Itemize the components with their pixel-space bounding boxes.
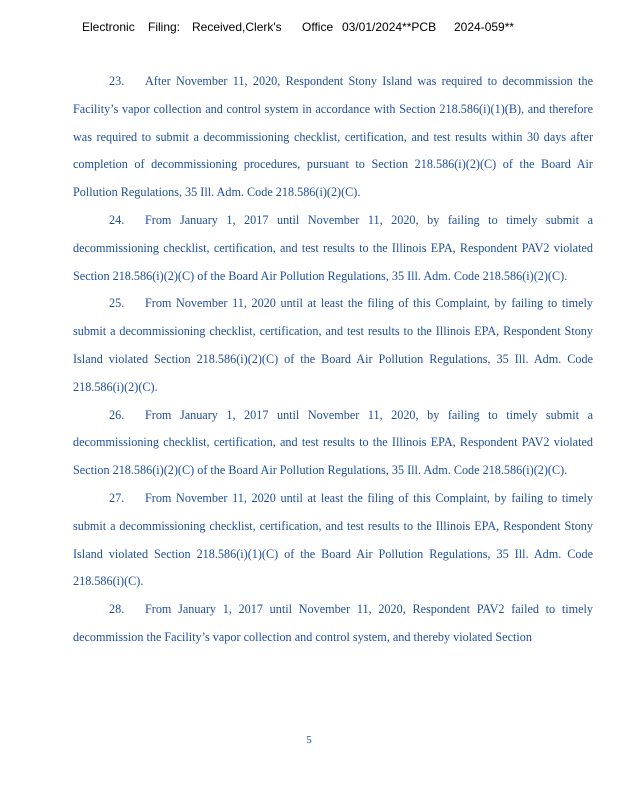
header-received: Received,Clerk's xyxy=(192,20,282,34)
paragraph-text: From January 1, 2017 until November 11, 2020, by failing to timely submit a decommissioning checklist, certification, and test results to the Illinois EPA, Respondent PAV2 violated Section 218.586(i)(2)(C) of the Board Air Pollution Regulations, 35 Ill. Adm. Code 218.586(i)(2)(C). xyxy=(73,407,593,478)
header-electronic: Electronic xyxy=(82,20,135,34)
paragraph-text: From November 11, 2020 until at least the filing of this Complaint, by failing to timely submit a decommissioning checklist, certification, and test results to the Illinois EPA, Respondent Stony Island violated Section 218.586(i)(2)(C) of the Board Air Pollution Regulations, 35 Ill. Adm. Code 218.586(i)(2)(C). xyxy=(73,296,593,394)
paragraph-25 xyxy=(73,290,593,401)
paragraph-24 xyxy=(73,207,593,290)
filing-stamp-header xyxy=(82,20,514,34)
paragraph-23 xyxy=(73,68,593,207)
header-office: Office xyxy=(302,20,334,34)
paragraph-text: From November 11, 2020 until at least the filing of this Complaint, by failing to timely submit a decommissioning checklist, certification, and test results to the Illinois EPA, Respondent Stony Island violated Section 218.586(i)(1)(C) of the Board Air Pollution Regulations, 35 Ill. Adm. Code 218.586(i)(C). xyxy=(73,490,593,589)
paragraph-text: After November 11, 2020, Respondent Stony Island was required to decommission the Facility’s vapor collection and control system in accordance with Section 218.586(i)(1)(B), and therefore was required to submit a decommissioning checklist, certification, and test results within 30 days after completion of decommissioning procedures, pursuant to Section 218.586(i)(2)(C) of the Board Air Pollution Regulations, 35 Ill. Adm. Code 218.586(i)(2)(C). xyxy=(73,74,593,200)
paragraph-text: From January 1, 2017 until November 11, 2020, by failing to timely submit a decommissioning checklist, certification, and test results to the Illinois EPA, Respondent PAV2 violated Section 218.586(i)(2)(C) of the Board Air Pollution Regulations, 35 Ill. Adm. Code 218.586(i)(2)(C). xyxy=(73,212,593,283)
paragraph-28 xyxy=(73,596,593,652)
document-body xyxy=(73,68,593,652)
page-number: 5 xyxy=(306,734,312,746)
paragraph-number: 23. xyxy=(109,74,125,88)
paragraph-number: 25. xyxy=(109,296,125,311)
paragraph-26 xyxy=(73,402,593,485)
header-filing: Filing: xyxy=(148,20,181,34)
header-date: 03/01/2024**PCB xyxy=(342,20,437,34)
paragraph-number: 24. xyxy=(109,212,125,227)
paragraph-number: 27. xyxy=(109,490,125,505)
paragraph-27 xyxy=(73,485,593,596)
paragraph-number: 28. xyxy=(109,602,125,617)
paragraph-text: From January 1, 2017 until November 11, 2020, Respondent PAV2 failed to timely decommission the Facility’s vapor collection and control system, and thereby violated Section xyxy=(73,602,593,644)
paragraph-number: 26. xyxy=(109,407,125,422)
header-case-number: 2024-059** xyxy=(454,20,515,34)
